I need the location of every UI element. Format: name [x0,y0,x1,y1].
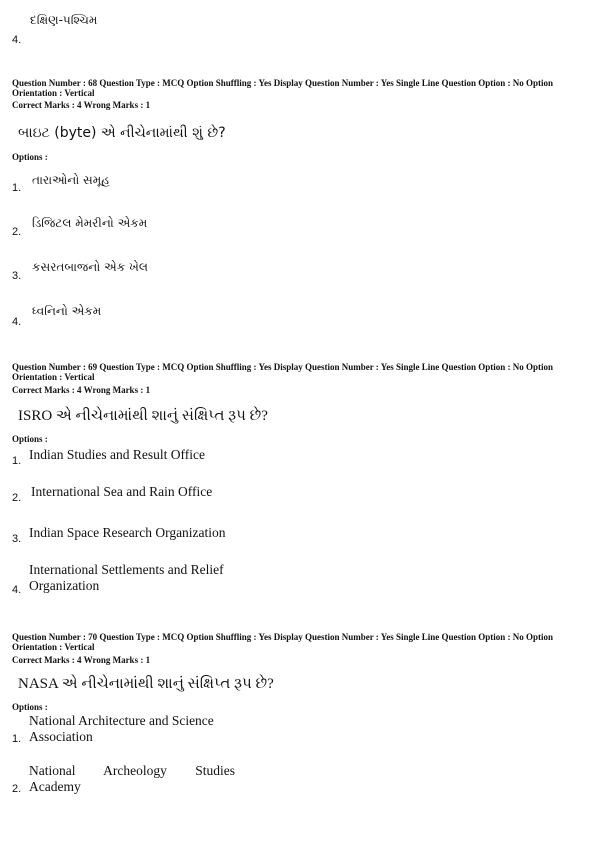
question-meta: Question Number : 70 Question Type : MCQ Option Shuffling : Yes Display Question Number : Yes Single Line Question Option : No Option Orientation : Vertical [12,632,553,652]
question-marks: Correct Marks : 4 Wrong Marks : 1 [12,385,151,395]
options-label: Options : [12,434,48,444]
option-3-text: Indian Space Research Organization [29,525,226,540]
options-label: Options : [12,152,48,162]
prev-option-4-text: દક્ષિણ-પશ્ચિમ [30,13,98,27]
question-meta: Question Number : 69 Question Type : MCQ Option Shuffling : Yes Display Question Number : Yes Single Line Question Option : No Option Orientation : Vertical [12,362,553,382]
option-1-number: 1. [12,733,22,745]
option-1-text: Indian Studies and Result Office [29,447,205,462]
question-text: NASA એ નીચેનામાંથી શાનું સંક્ષિપ્ત રૂપ છે? [18,676,274,692]
option-1-number: 1. [12,455,22,467]
option-2-text: ડિજિટલ મેમરીનો એકમ [32,216,148,230]
option-2-text: International Sea and Rain Office [31,484,213,499]
option-4-text: International Settlements and Relief Organization [29,562,224,593]
option-3-number: 3. [12,270,22,282]
option-1-text: તારાઓનો સમૂહ [32,173,110,187]
option-2-number: 2. [12,783,22,795]
option-1-number: 1. [12,182,22,194]
question-marks: Correct Marks : 4 Wrong Marks : 1 [12,100,151,110]
option-2-number: 2. [12,226,22,238]
question-marks: Correct Marks : 4 Wrong Marks : 1 [12,655,151,665]
option-4-number: 4. [12,316,22,328]
option-3-number: 3. [12,533,22,545]
prev-option-4-number: 4. [12,34,22,46]
options-label: Options : [12,702,48,712]
option-4-number: 4. [12,584,22,596]
option-2-number: 2. [12,492,22,504]
option-1-text: National Architecture and Science Association [29,713,214,744]
option-2-text: National Archeology Studies Academy [29,763,235,794]
question-text: ISRO એ નીચેનામાંથી શાનું સંક્ષિપ્ત રૂપ છે? [18,408,268,424]
question-text: બાઇટ (byte) એ નીચેનામાંથી શું છે? [18,125,226,141]
option-4-text: ધ્વનિનો એકમ [32,304,102,318]
option-3-text: કસરતબાજનો એક ખેલ [32,260,148,274]
question-meta: Question Number : 68 Question Type : MCQ Option Shuffling : Yes Display Question Number : Yes Single Line Question Option : No Option Orientation : Vertical [12,78,553,98]
